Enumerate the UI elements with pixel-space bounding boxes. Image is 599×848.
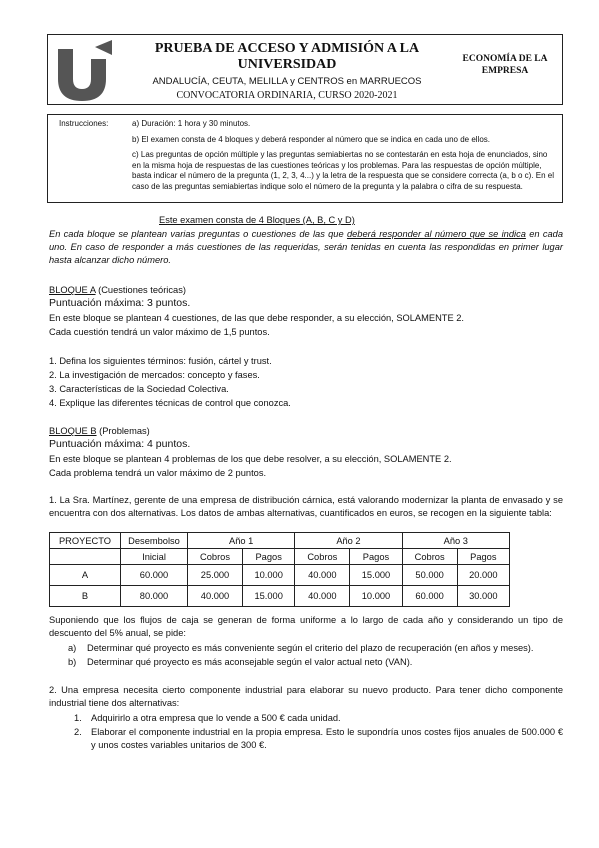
table-cell: 30.000 xyxy=(457,586,509,607)
table-header-proyecto: PROYECTO xyxy=(50,533,121,549)
table-cell: 40.000 xyxy=(295,586,350,607)
bloque-b-type: (Problemas) xyxy=(96,426,150,436)
table-cell: 60.000 xyxy=(402,586,457,607)
exam-convocatoria: CONVOCATORIA ORDINARIA, CURSO 2020-2021 xyxy=(176,90,398,101)
table-header-empty xyxy=(50,549,121,565)
table-cell: 60.000 xyxy=(121,565,188,586)
bloque-a-heading xyxy=(49,284,186,297)
exam-title: PRUEBA DE ACCESO Y ADMISIÓN A LA UNIVERSIDAD xyxy=(154,41,420,72)
table-row xyxy=(50,586,510,607)
exam-intro-text-end: en cada uno. En caso de responder a más cuestiones de las requeridas, serán tenidas en cuenta las respondidas en primer lugar hasta alcanzar dicho número. xyxy=(49,229,563,265)
table-cell: 10.000 xyxy=(243,565,295,586)
table-cell: 15.000 xyxy=(350,565,402,586)
table-subheader: Cobros xyxy=(188,549,243,565)
table-cell: 80.000 xyxy=(121,586,188,607)
problem-1-b-label: b) xyxy=(68,657,77,667)
problem-2-option-2: Elaborar el componente industrial en la propia empresa. Esto le supondría unos costes fijos anuales de 500.000 € y unos costes variables unitarios de 300 €. xyxy=(91,727,563,750)
table-header-inicial: Inicial xyxy=(121,549,188,565)
instruction-item: a) Duración: 1 hora y 30 minutos. xyxy=(132,119,251,128)
bloque-b-title: BLOQUE B xyxy=(49,426,97,436)
problem-1-context: Suponiendo que los flujos de caja se generan de forma uniforme a lo largo de cada año y considerando un tipo de descuento del 5% anual, se pide: xyxy=(49,615,563,638)
bloque-a-title: BLOQUE A xyxy=(49,285,96,295)
bloque-a-score: Puntuación máxima: 3 puntos. xyxy=(49,297,191,309)
table-cell: 10.000 xyxy=(350,586,402,607)
table-header-desembolso: Desembolso xyxy=(121,533,188,549)
table-header-year: Año 2 xyxy=(295,533,402,549)
cash-flow-table xyxy=(49,532,510,607)
bloque-a-rule: En este bloque se plantean 4 cuestiones, de las que debe responder, a su elección, SOLAMENTE 2. xyxy=(49,313,465,323)
bloque-b-heading xyxy=(49,425,150,438)
exam-region: ANDALUCÍA, CEUTA, MELILLA y CENTROS en MARRUECOS xyxy=(152,76,422,87)
problem-1-a: Determinar qué proyecto es más conveniente según el criterio del plazo de recuperación (en años y meses). xyxy=(87,643,534,653)
bloque-a-question: 3. Características de la Sociedad Colectiva. xyxy=(49,384,229,394)
instructions-list xyxy=(132,119,558,197)
table-row xyxy=(50,565,510,586)
bloque-a-value: Cada cuestión tendrá un valor máximo de 1,5 puntos. xyxy=(49,327,270,337)
problem-1-b: Determinar qué proyecto es más aconsejable según el valor actual neto (VAN). xyxy=(87,657,413,667)
exam-intro xyxy=(49,228,563,267)
table-cell: A xyxy=(50,565,121,586)
exam-header xyxy=(47,34,563,105)
table-cell: 50.000 xyxy=(402,565,457,586)
bloque-a-question: 2. La investigación de mercados: concepto y fases. xyxy=(49,370,260,380)
exam-intro-emphasis: deberá responder al número que se indica xyxy=(346,229,526,239)
instruction-item: c) Las preguntas de opción múltiple y las preguntas semiabiertas no se contestarán en esta hoja de enunciados, sino en la misma hoja de respuestas de las cuestiones teóricas y los problemas. Para las respuestas de opción múltiple, basta indicar el número de la pregunta (1, 2, 3, 4...) y la letra de la respuesta que se considere correcta (a, b o c). En el caso de las preguntas semiabiertas indique solo el número de la pregunta y la palabra o cifra de su respuesta. xyxy=(132,150,555,191)
table-cell: 25.000 xyxy=(188,565,243,586)
bloque-a-question: 1. Defina los siguientes términos: fusión, cártel y trust. xyxy=(49,356,272,366)
problem-2-option-2-label: 2. xyxy=(74,727,82,737)
problem-1-statement: 1. La Sra. Martínez, gerente de una empresa de distribución cárnica, está valorando modernizar la planta de envasado y se encuentra con dos alternativas. Los datos de ambas alternativas, cuantificados en euros, se recogen en la siguiente tabla: xyxy=(49,495,563,518)
bloque-a-type: (Cuestiones teóricas) xyxy=(95,285,186,295)
table-header-year: Año 3 xyxy=(402,533,509,549)
instructions-label: Instrucciones: xyxy=(59,119,109,128)
instruction-item: b) El examen consta de 4 bloques y deberá responder al número que se indica en cada uno de ellos. xyxy=(132,134,491,144)
table-subheader: Pagos xyxy=(350,549,402,565)
university-logo xyxy=(54,39,118,101)
table-cell: 15.000 xyxy=(243,586,295,607)
exam-intro-text: En cada bloque se plantean varias preguntas o cuestiones de las que xyxy=(49,229,347,239)
bloque-b-score: Puntuación máxima: 4 puntos. xyxy=(49,438,191,450)
table-cell: 20.000 xyxy=(457,565,509,586)
instructions-box xyxy=(47,114,563,203)
problem-2-option-1: Adquirirlo a otra empresa que lo vende a 500 € cada unidad. xyxy=(91,713,341,723)
problem-2-statement: 2. Una empresa necesita cierto componente industrial para elaborar su nuevo producto. Para tener dicho componente industrial tiene dos alternativas: xyxy=(49,685,563,708)
bloque-b-rule: En este bloque se plantean 4 problemas de los que debe resolver, a su elección, SOLAMENTE 2. xyxy=(49,454,452,464)
table-subheader: Pagos xyxy=(243,549,295,565)
table-cell: B xyxy=(50,586,121,607)
table-subheader: Cobros xyxy=(295,549,350,565)
table-subheader: Pagos xyxy=(457,549,509,565)
problem-2-option-1-label: 1. xyxy=(74,713,82,723)
bloque-b-value: Cada problema tendrá un valor máximo de 2 puntos. xyxy=(49,468,267,478)
table-header-year: Año 1 xyxy=(188,533,295,549)
bloque-a-question: 4. Explique las diferentes técnicas de control que conozca. xyxy=(49,398,291,408)
problem-1-a-label: a) xyxy=(68,643,77,653)
exam-structure-heading: Este examen consta de 4 Bloques (A, B, C y D) xyxy=(159,215,355,225)
table-cell: 40.000 xyxy=(188,586,243,607)
table-cell: 40.000 xyxy=(295,565,350,586)
exam-subject: ECONOMÍA DE LA EMPRESA xyxy=(462,54,548,76)
table-subheader: Cobros xyxy=(402,549,457,565)
